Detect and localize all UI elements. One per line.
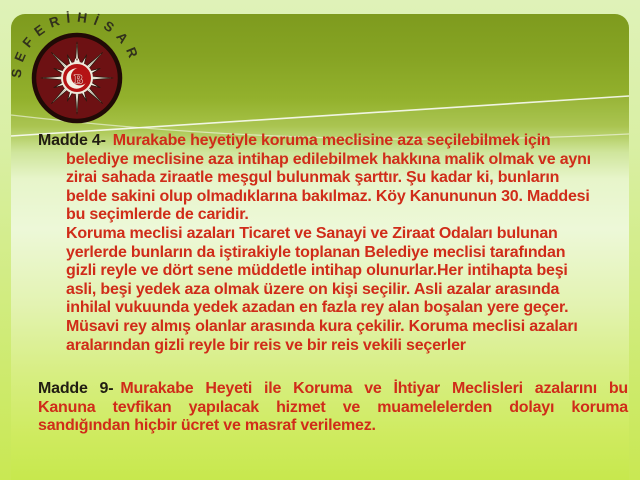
text-line: zirai sahada ziraatle meşgul bulunmak şarttır. Şu kadar ki, bunların [66,169,560,187]
madde-4-label: Madde 4- [38,132,106,149]
text-line [38,132,628,151]
madde-9-paragraph [38,380,628,436]
text-line: gizli reyle ve dört sene müddetle intihap olunurlar.Her intihapta beşi [66,262,568,280]
text-line: asli, beşi yedek aza olmak üzere on kişi seçilir. Asli azalar arasında [66,280,560,298]
madde-9-label: Madde 9- [38,380,114,398]
madde-4-paragraph [38,132,628,225]
koruma-meclisi-paragraph [38,225,628,355]
text-line: yerlerde bunların da iştirakiyle toplanan Belediye meclisi tarafından [66,243,566,261]
text-line: aralarından gizli reyle bir reis ve bir reis vekili seçerler [66,336,466,354]
text-line: sandığından hiçbir ücret ve masraf verilemez. [38,417,376,435]
text-segment: Murakabe Heyeti ile Koruma ve İhtiyar Meclisleri azalarını bu [120,380,628,398]
text-line: bu seçimlerde de caridir. [66,206,249,224]
seferihisar-logo [8,6,148,146]
text-line: belde sakini olup olmadıklarına bakılmaz. Köy Kanununun 30. Maddesi [66,187,590,205]
text-line: Koruma meclisi azaları Ticaret ve Sanayi ve Ziraat Odaları bulunan [66,224,558,242]
text-line: inhilal vukuunda yedek azadan en fazla rey alan boşalan yere geçer. [66,299,569,317]
text-line: Müsavi rey almış olanlar arasında kura çekilir. Koruma meclisi azaları [66,317,578,335]
text-line: belediye meclisine aza intihap edilebilmek hakkına malik olmak ve aynı [66,150,591,168]
logo-monogram: B [74,71,83,87]
text-line [38,380,628,399]
text-line: Kanuna tevfikan yapılacak hizmet ve muamelelerden dolayı koruma [38,398,628,416]
logo-arc-text: SEFERİHİSAR [8,9,144,79]
slide-body-text [38,132,628,436]
text-segment: Murakabe heyetiyle koruma meclisine aza seçilebilmek için [112,132,551,149]
